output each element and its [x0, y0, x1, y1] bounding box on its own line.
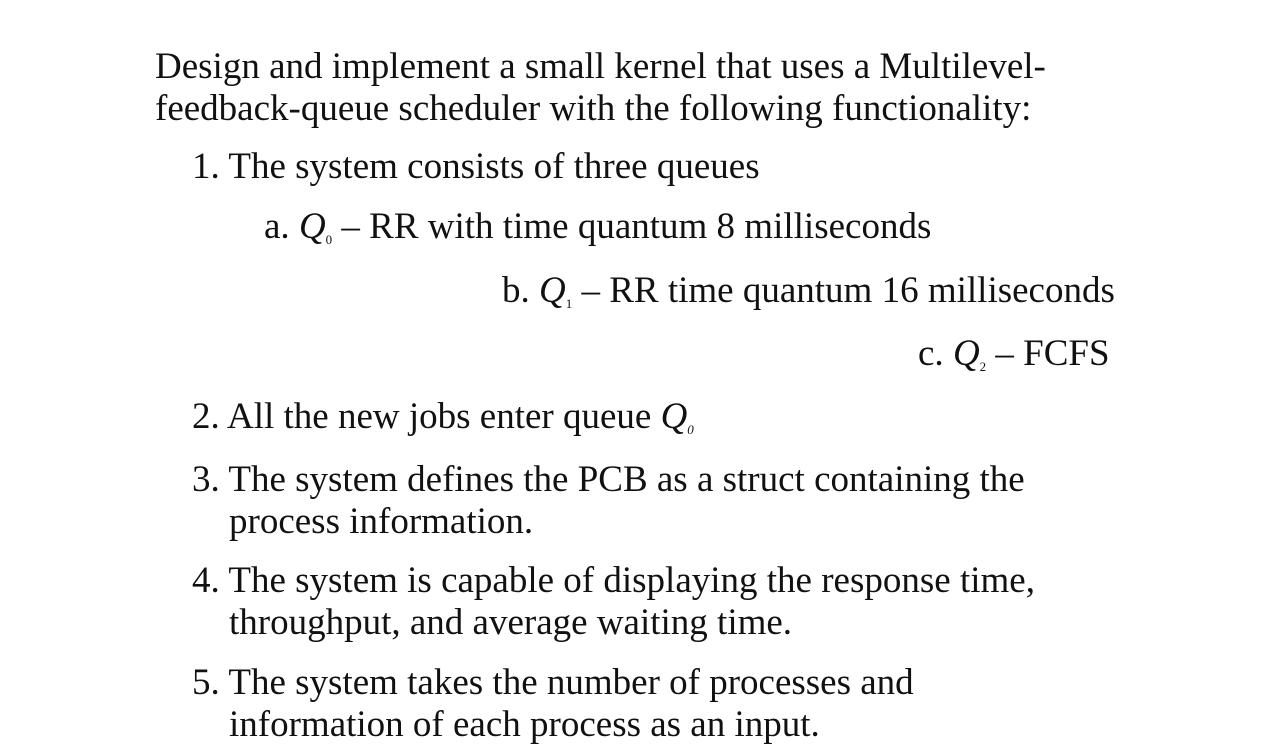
list-text: The system is capable of displaying the response time,	[228, 560, 1035, 601]
list-item-4	[192, 560, 1035, 602]
list-item-3	[192, 459, 1025, 501]
sub-letter: b.	[502, 270, 530, 311]
list-text: All the new jobs enter queue	[226, 396, 652, 437]
queue-subscript: 1	[565, 296, 573, 311]
list-item-5-continuation: information of each process as an input.	[229, 704, 820, 745]
sub-item-b	[502, 270, 1115, 312]
sub-text: – RR with time quantum 8 milliseconds	[341, 206, 932, 247]
list-number: 3.	[192, 459, 220, 500]
sub-item-c	[918, 333, 1110, 375]
list-item-1	[192, 146, 760, 188]
sub-text: – RR time quantum 16 milliseconds	[581, 270, 1115, 311]
sub-letter: c.	[918, 333, 944, 374]
list-number: 4.	[192, 560, 220, 601]
list-item-4-continuation: throughput, and average waiting time.	[229, 602, 793, 643]
sub-letter: a.	[264, 206, 290, 247]
sub-text: – FCFS	[995, 333, 1110, 374]
queue-subscript: 2	[979, 359, 987, 374]
queue-symbol: Q	[660, 396, 688, 437]
list-item-2	[192, 396, 694, 438]
list-number: 5.	[192, 662, 220, 703]
queue-subscript: 0	[325, 232, 333, 247]
queue-subscript: 0	[687, 422, 694, 437]
intro-line-1: Design and implement a small kernel that uses a Multilevel-	[155, 46, 1046, 87]
list-text: The system takes the number of processes and	[228, 662, 914, 703]
list-number: 1.	[192, 146, 220, 187]
list-item-5	[192, 662, 914, 704]
queue-symbol: Q	[539, 270, 566, 311]
list-item-3-continuation: process information.	[229, 501, 534, 542]
list-number: 2.	[192, 396, 220, 437]
queue-symbol: Q	[952, 333, 980, 374]
list-text: The system defines the PCB as a struct containing the	[228, 459, 1025, 500]
list-text: The system consists of three queues	[228, 146, 760, 187]
intro-line-2: feedback-queue scheduler with the following functionality:	[155, 88, 1032, 129]
sub-item-a	[264, 206, 931, 248]
queue-symbol: Q	[298, 206, 326, 247]
